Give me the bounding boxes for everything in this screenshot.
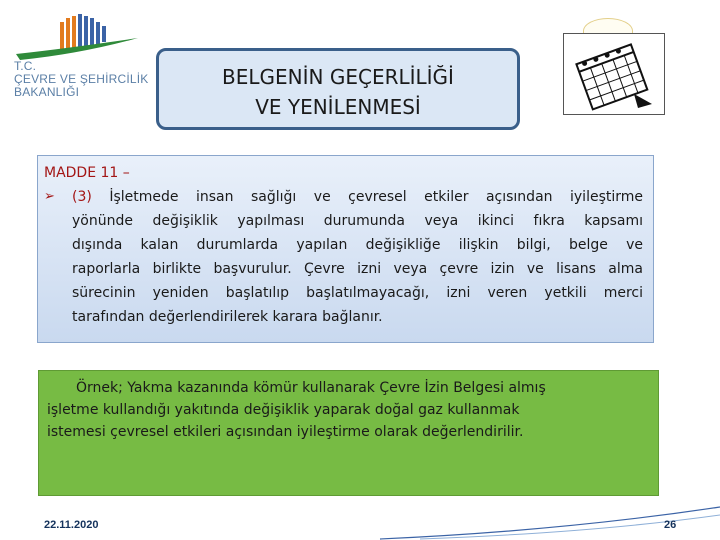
- calendar-icon: [563, 33, 665, 115]
- slide-title: [156, 48, 520, 130]
- ministry-logo: [10, 8, 150, 120]
- title-line-1: BELGENİN GEÇERLİLİĞİ: [222, 65, 454, 89]
- article-line-3: dışında kalan durumlarda yapılan değişikliğe ilişkin bilgi, belge ve: [72, 237, 643, 253]
- page-number: 26: [664, 519, 677, 531]
- title-line-2: VE YENİLENMESİ: [255, 95, 421, 119]
- example-line-1: Örnek; Yakma kazanında kömür kullanarak Çevre İzin Belgesi almış: [76, 380, 546, 396]
- footer-wave-decoration: [0, 495, 720, 540]
- ministry-name: [14, 60, 154, 99]
- article-line-2: yönünde değişiklik yapılması durumunda veya ikinci fıkra kapsamı: [72, 213, 643, 229]
- article-clause-number: (3): [72, 189, 92, 205]
- article-paragraph: [44, 185, 643, 329]
- article-text-box: [37, 155, 654, 343]
- footer-date: 22.11.2020: [44, 519, 99, 531]
- article-line-1: [72, 185, 643, 209]
- logo-line-3: BAKANLIĞI: [14, 85, 80, 99]
- arrow-bullet-icon: ➢: [44, 189, 55, 204]
- article-line-1-text: İşletmede insan sağlığı ve çevresel etkiler açısından iyileştirme: [109, 189, 644, 205]
- example-box: [38, 370, 659, 496]
- logo-line-2: ÇEVRE VE ŞEHİRCİLİK: [14, 72, 149, 86]
- logo-line-1: T.C.: [14, 59, 37, 73]
- article-heading: MADDE 11 –: [44, 165, 130, 181]
- example-line-3: istemesi çevresel etkileri açısından iyileştirme olarak değerlendirilir.: [47, 424, 524, 440]
- article-line-4: raporlarla birlikte başvurulur. Çevre izni veya çevre izin ve lisans alma: [72, 261, 643, 277]
- example-line-2: işletme kullandığı yakıtında değişiklik yaparak doğal gaz kullanmak: [47, 402, 520, 418]
- article-line-6: tarafından değerlendirilerek karara bağlanır.: [72, 309, 383, 325]
- article-line-5: sürecinin yeniden başlatılıp başlatılmayacağı, izni veren yetkili merci: [72, 285, 643, 301]
